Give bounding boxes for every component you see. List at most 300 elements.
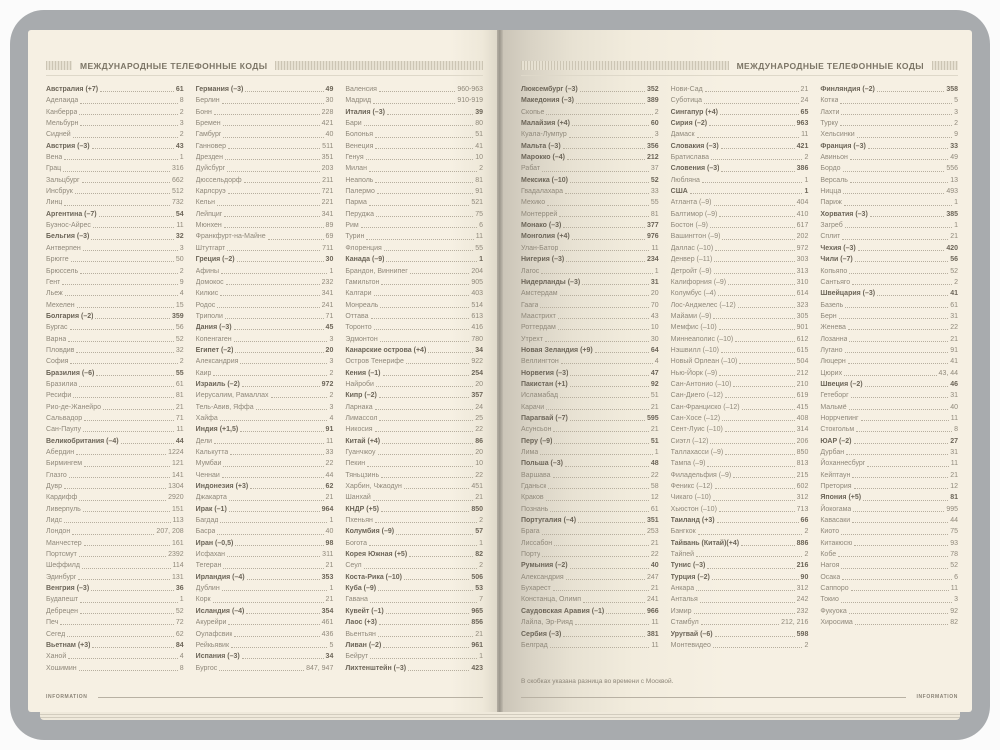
phone-code: 20 [475, 380, 484, 388]
phone-code: 92 [950, 607, 959, 615]
phone-code: 44 [175, 437, 184, 445]
code-entry [820, 266, 958, 277]
code-entry [345, 84, 483, 95]
phone-code: 922 [471, 358, 484, 366]
dot-leader [550, 643, 650, 648]
country-or-city-name: Акурейри [195, 619, 227, 627]
country-or-city-name: Исламабад [521, 392, 559, 400]
country-or-city-name: Швейцария (–3) [820, 290, 876, 298]
code-entry [345, 288, 483, 299]
country-or-city-name: Пакистан (+1) [521, 380, 568, 388]
phone-code: 1 [179, 154, 184, 162]
phone-code: 44 [950, 517, 959, 525]
country-or-city-name: Мумбаи [195, 460, 222, 468]
code-entry [820, 220, 958, 231]
code-entry [46, 322, 184, 333]
country-or-city-name: Амстердам [521, 290, 558, 298]
dot-leader [73, 133, 178, 138]
dot-leader [738, 303, 795, 308]
country-or-city-name: Бургос [195, 664, 218, 672]
dot-leader [570, 178, 649, 183]
phone-code: 3 [329, 403, 334, 411]
dot-leader [850, 178, 948, 183]
country-or-city-name: Новая Зеландия (+9) [521, 346, 593, 354]
code-entry [345, 95, 483, 106]
country-or-city-name: Рим [345, 222, 359, 230]
code-entry [820, 515, 958, 526]
code-entry [46, 243, 184, 254]
country-or-city-name: Варшава [521, 471, 551, 479]
dot-leader [225, 155, 320, 160]
header-hatch-band [521, 61, 729, 70]
country-or-city-name: Сент-Луис (–10) [670, 426, 723, 434]
country-or-city-name: Найроби [345, 380, 374, 388]
phone-code: 62 [325, 483, 334, 491]
code-entry [820, 492, 958, 503]
dot-leader [364, 564, 477, 569]
phone-code: 40 [650, 562, 659, 570]
code-entry [671, 141, 809, 152]
phone-code: 11 [950, 585, 959, 593]
dot-leader [741, 541, 795, 546]
dot-leader [79, 666, 178, 671]
dot-leader [854, 439, 949, 444]
phone-code: 886 [796, 539, 809, 547]
dot-leader [849, 609, 948, 614]
phone-code: 386 [796, 165, 809, 173]
country-or-city-name: Ханой [46, 653, 67, 661]
code-entry [820, 606, 958, 617]
code-entry [46, 163, 184, 174]
phone-code: 22 [650, 471, 659, 479]
country-or-city-name: Сальвадор [46, 414, 83, 422]
dot-leader [220, 416, 328, 421]
country-or-city-name: Сан-Франциско (–12) [670, 403, 740, 411]
country-or-city-name: Тампа (–9) [670, 460, 706, 468]
code-entry [345, 629, 483, 640]
phone-code: 713 [796, 505, 809, 513]
country-or-city-name: Канада (–9) [345, 256, 385, 264]
dot-leader [554, 541, 649, 546]
dot-leader [548, 484, 649, 489]
dot-leader [375, 144, 473, 149]
code-entry [196, 209, 334, 220]
country-or-city-name: Чили (–7) [820, 256, 853, 264]
phone-code: 75 [475, 210, 484, 218]
dot-leader [214, 439, 324, 444]
country-or-city-name: Печ [46, 619, 59, 627]
country-or-city-name: Таллахасси (–9) [670, 449, 724, 456]
phone-code: 612 [796, 335, 809, 343]
country-or-city-name: Исфахан [195, 551, 226, 559]
information-label: INFORMATION [916, 694, 958, 700]
dot-leader [228, 620, 319, 625]
dot-leader [569, 133, 653, 138]
dot-leader [546, 496, 649, 501]
header-hatch-band [46, 61, 72, 70]
country-or-city-name: Монголия (+4) [521, 233, 570, 241]
dot-leader [380, 303, 469, 308]
dot-leader [84, 462, 170, 467]
code-entry [345, 402, 483, 413]
phone-code: 1 [179, 596, 184, 604]
phone-code: 2 [804, 154, 809, 162]
phone-code: 352 [646, 86, 659, 93]
dot-leader [697, 133, 799, 138]
code-entry [345, 481, 483, 492]
dot-leader [246, 609, 319, 614]
country-or-city-name: Хьюстон (–10) [670, 505, 717, 513]
dot-leader [375, 178, 473, 183]
country-or-city-name: Хиросима [820, 619, 853, 627]
country-or-city-name: Лозанна [820, 335, 848, 343]
country-or-city-name: Дюссельдорф [195, 176, 242, 184]
notebook-cover [10, 10, 990, 740]
phone-code: 3 [329, 335, 334, 343]
dot-leader [559, 212, 649, 217]
country-or-city-name: Бухарест [521, 585, 551, 593]
dot-leader [96, 371, 174, 376]
country-or-city-name: Хорватия (–3) [820, 210, 868, 218]
phone-code: 354 [321, 607, 334, 615]
dot-leader [553, 473, 649, 478]
country-or-city-name: Словакия (–3) [670, 142, 719, 150]
country-or-city-name: Бельгия (–3) [46, 233, 90, 241]
dot-leader [570, 416, 645, 421]
phone-code: 22 [475, 426, 484, 434]
phone-code: 972 [796, 244, 809, 252]
country-or-city-name: Каир [195, 369, 212, 377]
dot-leader [223, 462, 323, 467]
dot-leader [848, 359, 948, 364]
footer-rule [521, 697, 906, 698]
country-or-city-name: Лихтенштейн (–3) [345, 664, 407, 672]
code-entry [345, 266, 483, 277]
code-entry [671, 175, 809, 186]
country-or-city-name: Болгария (–2) [46, 312, 94, 320]
country-or-city-name: Любляна [670, 176, 700, 184]
phone-code: 961 [471, 641, 484, 649]
country-or-city-name: Инсбрук [46, 188, 73, 196]
code-entry [671, 606, 809, 617]
country-or-city-name: Зальцбург [46, 176, 80, 184]
dot-leader [696, 586, 795, 591]
country-or-city-name: Хошимин [46, 664, 77, 672]
codes-column [196, 84, 334, 674]
phone-code: 37 [650, 165, 659, 173]
phone-code: 43 [175, 142, 184, 150]
code-entry [46, 390, 184, 401]
dot-leader [408, 666, 469, 671]
phone-code: 43 [650, 312, 659, 320]
phone-code: 40 [950, 403, 959, 411]
phone-code: 2 [654, 108, 659, 116]
country-or-city-name: Корк [195, 596, 211, 604]
country-or-city-name: Сплит [820, 233, 841, 241]
phone-code: 2 [954, 278, 959, 286]
dot-leader [606, 609, 645, 614]
country-or-city-name: Калькутта [195, 449, 229, 456]
dot-leader [721, 144, 795, 149]
code-entry [345, 424, 483, 435]
code-entry [345, 277, 483, 288]
code-entry [46, 368, 184, 379]
phone-code: 72 [175, 619, 184, 627]
code-entry [820, 300, 958, 311]
phone-code: 41 [950, 290, 959, 298]
dot-leader [725, 393, 795, 398]
dot-leader [79, 382, 174, 387]
code-entry [521, 583, 659, 594]
code-entry [345, 220, 483, 231]
code-entry [345, 583, 483, 594]
phone-code: 34 [325, 653, 334, 661]
country-or-city-name: Калифорния (–9) [670, 278, 727, 286]
dot-leader [378, 586, 473, 591]
code-entry [671, 447, 809, 458]
phone-code: 8 [954, 426, 959, 434]
code-entry [521, 220, 659, 231]
phone-code: 2 [804, 641, 809, 649]
phone-code: 910-919 [457, 97, 484, 105]
code-entry [820, 368, 958, 379]
dot-leader [235, 541, 323, 546]
code-entry [196, 152, 334, 163]
dot-leader [250, 484, 323, 489]
dot-leader [379, 620, 469, 625]
phone-code: 21 [175, 403, 184, 411]
phone-code: 30 [325, 256, 334, 264]
phone-code: 2 [804, 528, 809, 536]
dot-leader [384, 246, 473, 251]
dot-leader [846, 450, 948, 455]
code-entry [521, 606, 659, 617]
country-or-city-name: Флоренция [345, 244, 382, 252]
phone-code: 210 [796, 380, 809, 388]
phone-code: 202 [796, 233, 809, 241]
code-entry [521, 129, 659, 140]
code-entry [46, 572, 184, 583]
country-or-city-name: Йокогама [820, 505, 852, 513]
dot-leader [854, 484, 949, 489]
dot-leader [842, 235, 948, 240]
country-or-city-name: Сидней [46, 131, 71, 139]
country-or-city-name: Дублин [195, 585, 220, 593]
phone-code: 81 [950, 494, 959, 502]
dot-leader [396, 530, 473, 535]
phone-code: 602 [796, 483, 809, 491]
dot-leader [383, 371, 470, 376]
code-entry [521, 368, 659, 379]
code-entry [521, 141, 659, 152]
phone-code: 1 [654, 449, 659, 456]
country-or-city-name: Карачи [521, 403, 545, 411]
dot-leader [715, 246, 795, 251]
phone-code: 15 [175, 301, 184, 309]
country-or-city-name: Белград [521, 641, 548, 649]
country-or-city-name: Бейрут [345, 653, 369, 661]
phone-code: 966 [646, 607, 659, 615]
dot-leader [380, 337, 470, 342]
code-entry [345, 606, 483, 617]
dot-leader [70, 359, 177, 364]
phone-code: 82 [950, 619, 959, 627]
code-entry [345, 640, 483, 651]
code-entry [196, 118, 334, 129]
phone-code: 1 [954, 222, 959, 230]
dot-leader [91, 586, 174, 591]
code-entry [46, 515, 184, 526]
country-or-city-name: Гавана [345, 596, 368, 604]
code-entry [820, 152, 958, 163]
country-or-city-name: Мадрид [345, 97, 372, 105]
country-or-city-name: Дуйсбург [195, 165, 226, 173]
phone-code: 310 [796, 278, 809, 286]
phone-code: 114 [172, 562, 184, 570]
code-entry [345, 197, 483, 208]
phone-code: 303 [796, 256, 809, 264]
country-or-city-name: Польша (–3) [521, 460, 564, 468]
code-entry [196, 197, 334, 208]
phone-code: 21 [475, 494, 484, 502]
country-or-city-name: Сеул [345, 562, 362, 570]
code-entry [46, 118, 184, 129]
dot-leader [242, 382, 320, 387]
phone-code: 33 [325, 449, 334, 456]
phone-code: 2 [329, 392, 334, 400]
country-or-city-name: Кипр (–2) [345, 392, 377, 400]
phone-code: 311 [322, 551, 334, 559]
dot-leader [78, 575, 170, 580]
code-entry [345, 515, 483, 526]
phone-code: 11 [176, 426, 184, 434]
phone-code: 4 [329, 414, 334, 422]
phone-code: 31 [950, 392, 959, 400]
phone-code: 8 [179, 664, 184, 672]
code-entry [820, 231, 958, 242]
country-or-city-name: Пхеньян [345, 517, 373, 525]
phone-code: 80 [475, 120, 484, 128]
country-or-city-name: США [670, 188, 688, 196]
country-or-city-name: Оулафсвик [195, 630, 233, 638]
country-or-city-name: Валенсия [345, 86, 377, 93]
phone-code: 1 [329, 585, 334, 593]
phone-code: 91 [475, 188, 484, 196]
dot-leader [217, 303, 319, 308]
code-entry [671, 640, 809, 651]
country-or-city-name: Турин [345, 233, 365, 241]
page-title: МЕЖДУНАРОДНЫЕ ТЕЛЕФОННЫЕ КОДЫ [736, 60, 924, 71]
phone-code: 976 [646, 233, 659, 241]
dot-leader [739, 359, 794, 364]
dot-leader [219, 666, 304, 671]
code-entry [345, 368, 483, 379]
phone-code: 241 [646, 596, 659, 604]
dot-leader [70, 325, 174, 330]
code-entry [46, 549, 184, 560]
code-entry [196, 175, 334, 186]
phone-code: 2 [479, 562, 484, 570]
code-entry [196, 266, 334, 277]
code-entry [345, 311, 483, 322]
dot-leader [582, 280, 649, 285]
country-or-city-name: Карлсруэ [195, 188, 226, 196]
country-or-city-name: Дебрецен [46, 607, 79, 615]
dot-leader [852, 280, 952, 285]
code-entry [345, 413, 483, 424]
phone-code: 353 [321, 573, 334, 581]
country-or-city-name: Буэнос-Айрес [46, 222, 91, 230]
phone-code: 11 [176, 222, 184, 230]
country-or-city-name: Скопье [521, 108, 545, 116]
code-entry [46, 220, 184, 231]
code-entry [820, 402, 958, 413]
phone-code: 52 [175, 335, 184, 343]
country-or-city-name: Детройт (–9) [670, 267, 712, 275]
phone-code: 232 [321, 278, 334, 286]
country-or-city-name: Бостон (–9) [670, 222, 708, 230]
phone-code: 21 [650, 585, 659, 593]
code-entry [521, 526, 659, 537]
phone-code: 44 [325, 471, 334, 479]
country-or-city-name: Нью-Йорк (–9) [670, 369, 718, 377]
country-or-city-name: Тунис (–3) [670, 562, 706, 570]
left-page-footer [46, 694, 483, 700]
country-or-city-name: Кардифф [46, 494, 78, 502]
code-entry [671, 231, 809, 242]
code-entry [521, 424, 659, 435]
country-or-city-name: Исландия (–4) [195, 607, 245, 615]
code-entry [196, 413, 334, 424]
phone-code: 436 [321, 630, 334, 638]
country-or-city-name: Калгари [345, 290, 372, 298]
dot-leader [229, 507, 320, 512]
code-entry [196, 617, 334, 628]
dot-leader [707, 462, 794, 467]
dot-leader [843, 167, 945, 172]
country-or-city-name: Багдад [195, 517, 219, 525]
country-or-city-name: Льеж [46, 290, 63, 298]
code-entry [521, 197, 659, 208]
dot-leader [849, 405, 949, 410]
codes-column [671, 84, 809, 651]
dot-leader [67, 632, 174, 637]
dot-leader [546, 110, 652, 115]
country-or-city-name: Иерусалим, Рамаллах [195, 392, 269, 400]
country-or-city-name: Пекин [345, 460, 366, 468]
code-entry [46, 197, 184, 208]
code-entry [46, 594, 184, 605]
country-or-city-name: Улан-Батор [521, 244, 559, 252]
code-entry [820, 470, 958, 481]
country-or-city-name: София [46, 358, 69, 366]
dot-leader [99, 212, 174, 217]
country-or-city-name: Эдмонтон [345, 335, 378, 343]
code-entry [345, 617, 483, 628]
phone-code: 61 [175, 86, 184, 93]
code-entry [521, 515, 659, 526]
country-or-city-name: Таиланд (+3) [670, 517, 715, 525]
code-entry [521, 447, 659, 458]
country-or-city-name: Мехелен [46, 301, 75, 309]
dot-leader [735, 337, 794, 342]
phone-code: 1224 [168, 449, 184, 456]
phone-code: 20 [325, 346, 334, 354]
country-or-city-name: КНДР (+5) [345, 505, 379, 513]
phone-code: 1 [479, 653, 484, 661]
country-or-city-name: Венеция [345, 142, 374, 150]
dot-leader [383, 643, 469, 648]
